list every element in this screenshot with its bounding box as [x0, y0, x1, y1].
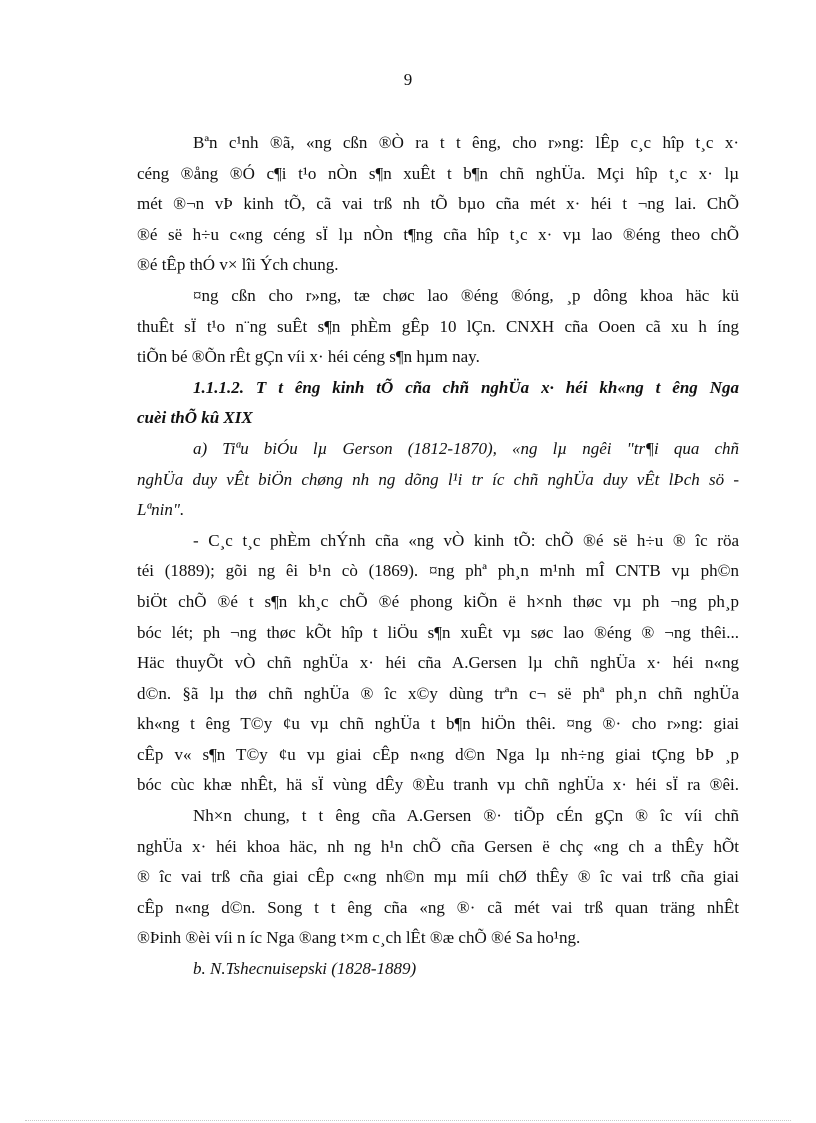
- document-body: [137, 128, 739, 985]
- text-line: ®é tÊp thÓ v× lîi Ých chung.: [137, 255, 339, 275]
- text-line: ¤ng cßn cho r»ng, tæ chøc lao ®éng ®óng, ¸p dông khoa häc kü: [193, 285, 739, 305]
- text-line: b. N.Tshecnuisepski (1828-1889): [193, 959, 417, 979]
- text-line: kh«ng t êng T©y ¢u vµ chñ nghÜa t b¶n hiÖn thêi. ¤ng ®· cho r»ng: giai: [137, 714, 739, 734]
- page-bottom-divider: [25, 1120, 791, 1121]
- text-line: ®é së h÷u c«ng céng sÏ lµ nÒn t¶ng cña hîp t¸c x· vµ lao ®éng theo chÕ: [137, 224, 739, 244]
- text-line: bóc cùc khæ nhÊt, hä sÏ vùng dÊy ®Èu tranh vµ chñ nghÜa x· héi sÏ ra ®êi.: [137, 775, 739, 795]
- text-line: d©n. §ã lµ thø chñ nghÜa ® îc x©y dùng trªn c¬ së phª ph¸n chñ nghÜa: [137, 683, 739, 703]
- text-line: Nh×n chung, t t êng cña A.Gersen ®· tiÕp cÉn gÇn ® îc víi chñ: [193, 806, 739, 826]
- text-line: thuÊt sÏ t¹o n¨ng suÊt s¶n phÈm gÊp 10 lÇn. CNXH cña Ooen cã xu h íng: [137, 316, 739, 336]
- text-line: cuèi thÕ kû XIX: [137, 408, 253, 428]
- text-line: 1.1.1.2. T t êng kinh tÕ cña chñ nghÜa x· héi kh«ng t êng Nga: [193, 377, 739, 397]
- text-line: ® îc vai trß cña giai cÊp c«ng nh©n mµ míi chØ thÊy ® îc vai trß cña giai: [137, 867, 739, 887]
- text-line: téi (1889); gõi ng êi b¹n cò (1869). ¤ng phª ph¸n m¹nh mÎ CNTB vµ ph©n: [137, 561, 739, 581]
- text-line: mét ®¬n vÞ kinh tÕ, cã vai trß nh tÕ bµo cña mét x· héi t ¬ng lai. ChÕ: [137, 194, 739, 214]
- text-line: a) Tiªu biÓu lµ Gerson (1812-1870), «ng lµ ngêi "tr¶i qua chñ: [193, 438, 739, 458]
- text-line: biÖt chÕ ®é t s¶n kh¸c chÕ ®é phong kiÕn ë h×nh thøc vµ ph ¬ng ph¸p: [137, 591, 739, 611]
- text-line: Bªn c¹nh ®ã, «ng cßn ®Ò ra t t êng, cho r»ng: lÊp c¸c hîp t¸c x·: [193, 133, 739, 152]
- text-line: céng ®ång ®Ó c¶i t¹o nÒn s¶n xuÊt t b¶n chñ nghÜa. Mçi hîp t¸c x· lµ: [137, 163, 739, 183]
- text-line: Lªnin".: [137, 500, 185, 520]
- text-line: cÊp n«ng d©n. Song t t êng cña «ng ®· cã mét vai trß quan träng nhÊt: [137, 897, 739, 917]
- text-line: cÊp v« s¶n T©y ¢u vµ giai cÊp n«ng d©n Nga lµ nh÷ng giai tÇng bÞ ¸p: [137, 744, 739, 764]
- page-number: 9: [403, 70, 413, 89]
- text-line: tiÕn bé ®Õn rÊt gÇn víi x· héi céng s¶n hµm nay.: [137, 347, 480, 367]
- text-line: nghÜa x· héi khoa häc, nh ng h¹n chÕ cña Gersen ë chç «ng ch a thÊy hÕt: [137, 836, 739, 856]
- text-line: - C¸c t¸c phÈm chÝnh cña «ng vÒ kinh tÕ: chÕ ®é së h÷u ® îc röa: [193, 530, 739, 550]
- text-line: Häc thuyÕt vÒ chñ nghÜa x· héi cña A.Gersen lµ chñ nghÜa x· héi n«ng: [137, 653, 739, 673]
- text-line: ®Þinh ®èi víi n íc Nga ®ang t×m c¸ch lÊt ®æ chÕ ®é Sa ho¹ng.: [137, 928, 581, 948]
- text-line: nghÜa duy vÊt biÖn chøng nh ng dõng l¹i tr íc chñ nghÜa duy vÊt lÞch sö -: [137, 469, 739, 489]
- text-line: bóc lét; ph ¬ng thøc kÕt hîp t liÖu s¶n xuÊt vµ søc lao ®éng ® ¬ng thêi...: [137, 622, 739, 642]
